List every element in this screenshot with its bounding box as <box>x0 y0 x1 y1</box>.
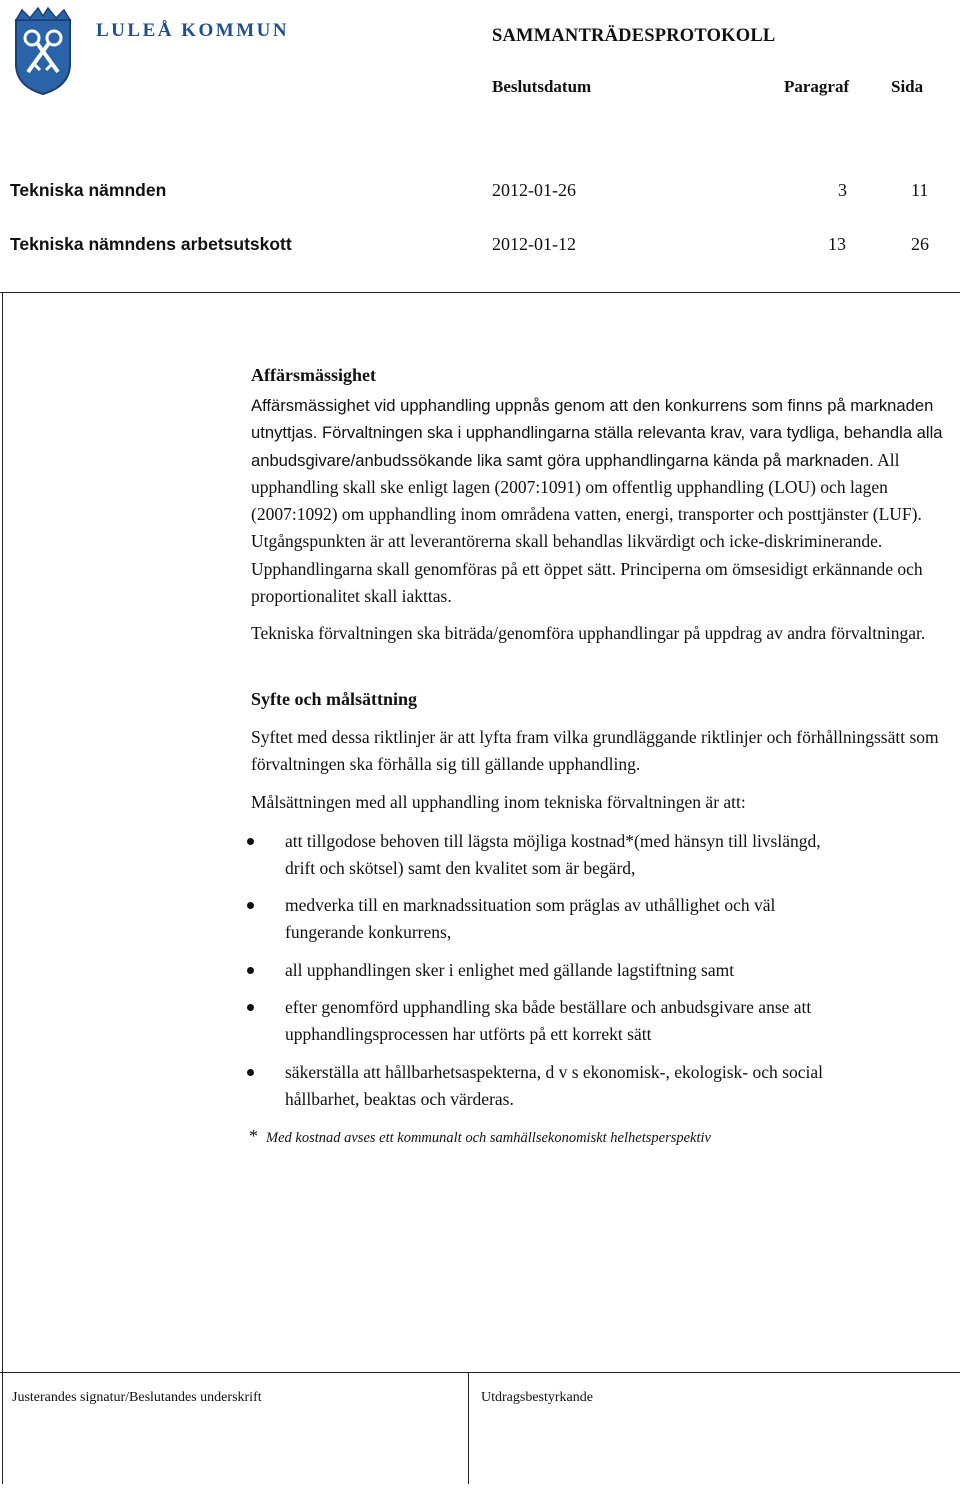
list-item-text: att tillgodose behoven till lägsta möjliga kostnad*(med hänsyn till livslängd, drift och skötsel) samt den kvalitet som är begärd, <box>285 830 821 878</box>
list-item <box>251 892 845 947</box>
list-item-text: medverka till en marknadssituation som präglas av uthållighet och väl fungerande konkurrens, <box>285 895 776 943</box>
bullet-icon <box>247 1069 254 1076</box>
meeting-page: 11 <box>911 180 929 200</box>
section-heading: Syfte och målsättning <box>251 688 417 709</box>
extract-label: Utdragsbestyrkande <box>481 1390 593 1405</box>
footer-column-divider <box>468 1372 469 1484</box>
list-item-text: efter genomförd upphandling ska både beställare och anbudsgivare anse att upphandlingsprocessen har utförts på ett korrekt sätt <box>285 997 812 1045</box>
main-content <box>251 362 951 1153</box>
meeting-paragraph: 13 <box>828 234 846 254</box>
goal-list <box>251 828 951 1114</box>
list-item <box>251 828 845 883</box>
list-item-text: säkerställa att hållbarhetsaspekterna, d v s ekonomisk-, ekologisk- och social hållbarhet, beaktas och värderas. <box>285 1061 823 1109</box>
meeting-date: 2012-01-26 <box>492 180 576 200</box>
section-heading: Affärsmässighet <box>251 365 376 385</box>
meeting-body: Tekniska nämnden <box>10 180 167 200</box>
bullet-icon <box>247 902 254 909</box>
document-type: SAMMANTRÄDESPROTOKOLL <box>492 26 776 46</box>
column-header-date: Beslutsdatum <box>492 77 592 96</box>
list-item <box>251 957 845 984</box>
meeting-page: 26 <box>911 234 929 254</box>
meeting-paragraph: 3 <box>838 180 847 200</box>
list-item <box>251 1059 845 1114</box>
list-item <box>251 994 845 1049</box>
organization-name: LULEÅ KOMMUN <box>96 20 290 41</box>
meeting-body: Tekniska nämndens arbetsutskott <box>10 234 292 254</box>
body-paragraph <box>251 392 951 610</box>
bullet-icon <box>247 1004 254 1011</box>
body-paragraph: Syftet med dessa riktlinjer är att lyfta fram vilka grundläggande riktlinjer och förhållningssätt som förvaltningen ska förhålla sig till gällande upphandling. <box>251 726 939 774</box>
list-item-text: all upphandlingen sker i enlighet med gällande lagstiftning samt <box>285 959 735 980</box>
list-intro: Målsättningen med all upphandling inom tekniska förvaltningen är att: <box>251 792 746 813</box>
footnote <box>249 1123 951 1152</box>
top-divider <box>0 292 960 293</box>
signature-label: Justerandes signatur/Beslutandes underskrift <box>12 1390 262 1405</box>
bullet-icon <box>247 967 254 974</box>
left-border <box>2 292 3 1484</box>
column-header-page: Sida <box>891 77 924 96</box>
body-paragraph: Tekniska förvaltningen ska biträda/genomföra upphandlingar på uppdrag av andra förvaltningar. <box>251 623 926 644</box>
meeting-date: 2012-01-12 <box>492 234 576 254</box>
bullet-icon <box>247 838 254 845</box>
column-header-paragraph: Paragraf <box>784 77 850 96</box>
footnote-text: Med kostnad avses ett kommunalt och samhällsekonomiskt helhetsperspektiv <box>266 1130 711 1147</box>
footnote-marker: * <box>249 1126 258 1147</box>
municipal-crest-logo <box>12 6 74 96</box>
paragraph-tail: All upphandling skall ske enligt lagen (2007:1091) om offentlig upphandling (LOU) och lagen (2007:1092) om upphandling inom områdena vatten, energi, transporter och posttjänster (LUF). Utgångspunkten är att leverantörerna skall behandlas likvärdigt och icke-diskriminerande. Upphandlingarna skall genomföras på ett öppet sätt. Principerna om ömsesidigt erkännande och proportionalitet skall iakttas. <box>251 449 923 607</box>
footer-divider <box>0 1372 960 1373</box>
paragraph-lead: Affärsmässighet vid upphandling uppnås genom att den konkurrens som finns på marknaden utnyttjas. Förvaltningen ska i upphandlingarna ställa relevanta krav, vara tydliga, behandla alla anbudsgivare/anbudssökande lika samt göra upphandlingarna kända på marknaden. <box>251 396 943 470</box>
